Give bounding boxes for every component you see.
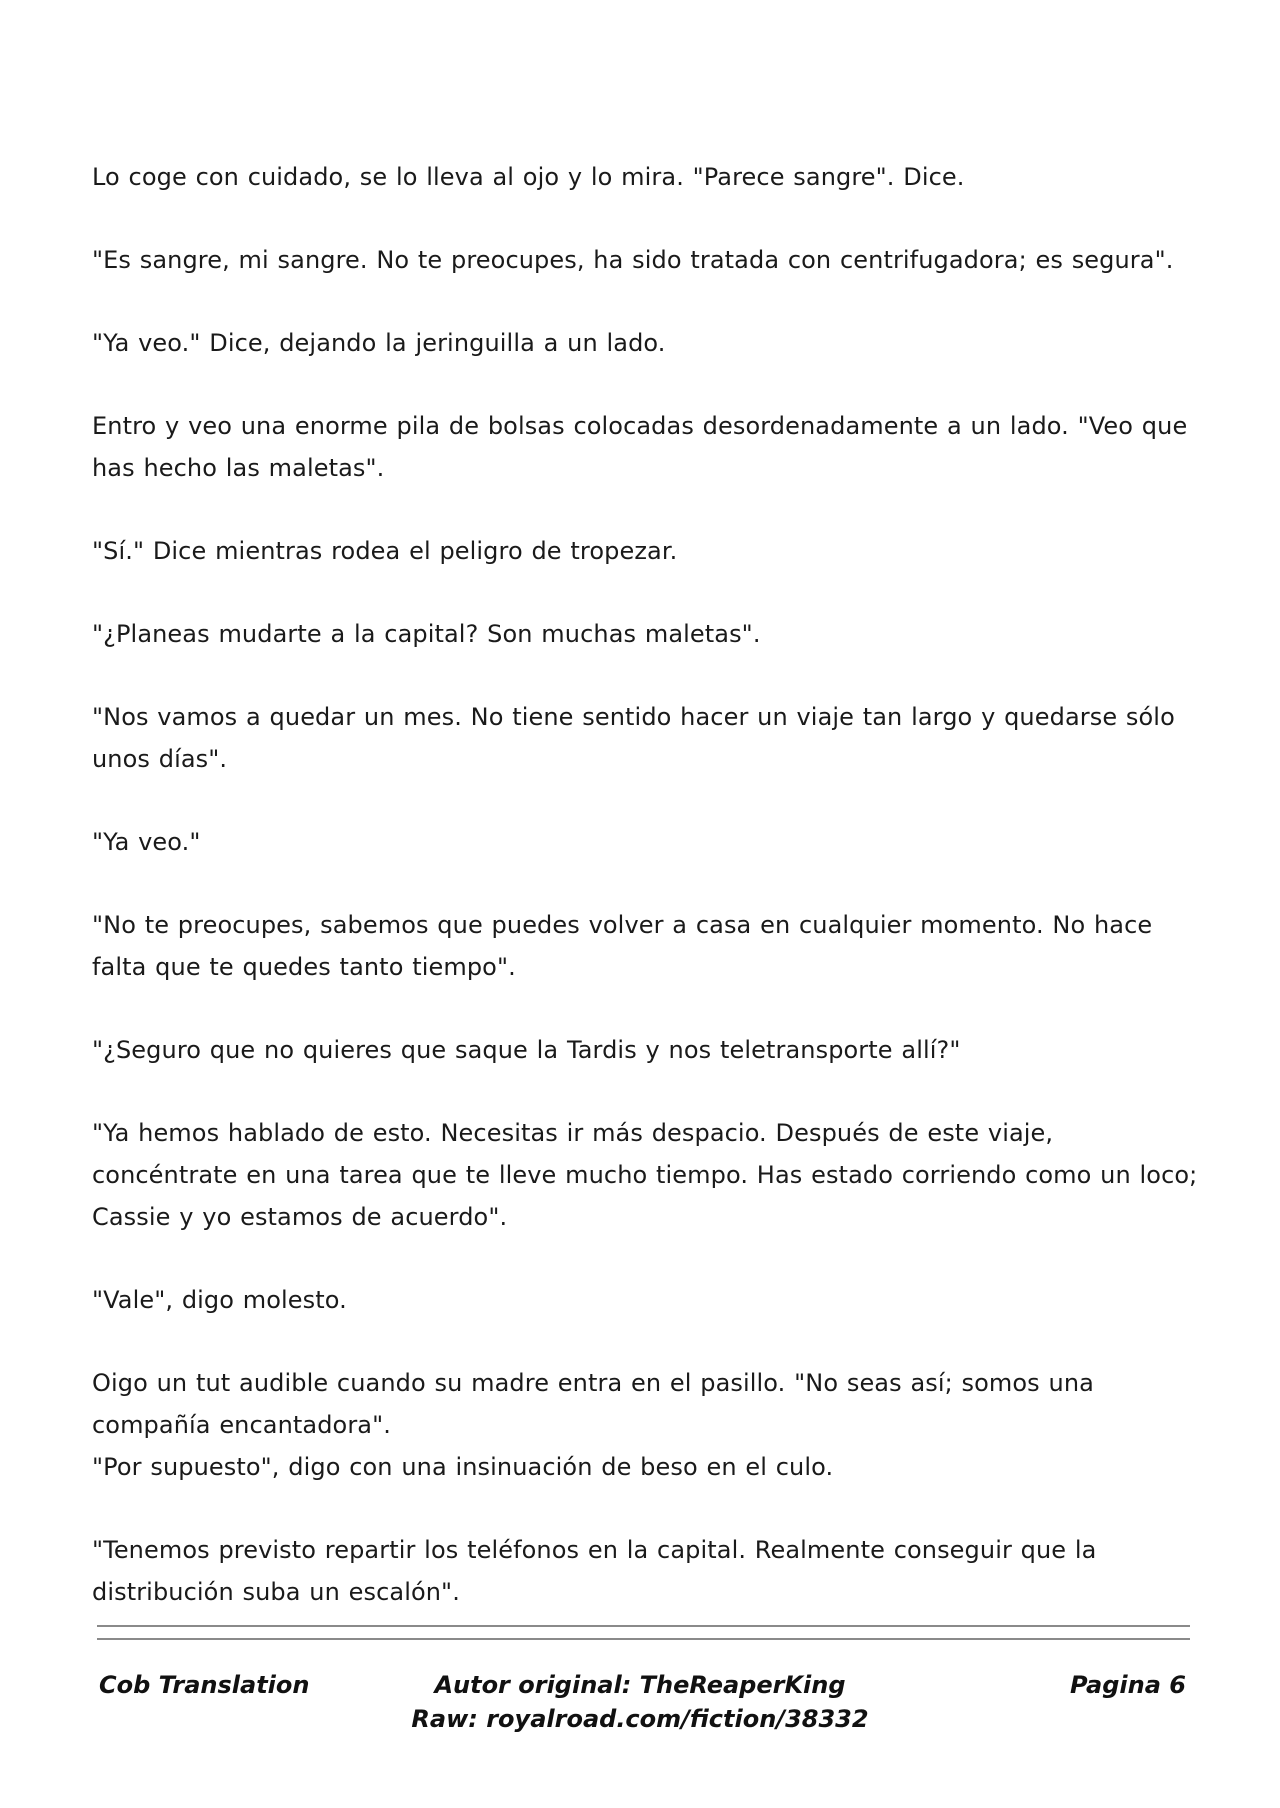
footer-translator: Cob Translation [99,1671,310,1699]
footer-original-author: Autor original: TheReaperKing [434,1671,846,1699]
paragraph-10: "¿Seguro que no quieres que saque la Tardis y nos teletransporte allí?" [92,1036,961,1064]
paragraph-4: Entro y veo una enorme pila de bolsas colocadas desordenadamente a un lado. "Veo que has hecho las maletas". [92,412,1188,482]
page-body [92,156,1202,1654]
paragraph-8: "Ya veo." [92,828,201,856]
paragraph-3: "Ya veo." Dice, dejando la jeringuilla a un lado. [92,329,666,357]
paragraph-2: "Es sangre, mi sangre. No te preocupes, ha sido tratada con centrifugadora; es segura". [92,246,1174,274]
paragraph-5: "Sí." Dice mientras rodea el peligro de tropezar. [92,537,678,565]
paragraph-7: "Nos vamos a quedar un mes. No tiene sentido hacer un viaje tan largo y quedarse sólo unos días". [92,703,1175,773]
footer-divider-bottom [97,1638,1190,1640]
paragraph-15: "Tenemos previsto repartir los teléfonos en la capital. Realmente conseguir que la distribución suba un escalón". [92,1536,1097,1606]
paragraph-9: "No te preocupes, sabemos que puedes volver a casa en cualquier momento. No hace falta que te quedes tanto tiempo". [92,911,1153,981]
paragraph-13: Oigo un tut audible cuando su madre entra en el pasillo. "No seas así; somos una compañía encantadora". [92,1369,1094,1439]
paragraph-6: "¿Planeas mudarte a la capital? Son muchas maletas". [92,620,761,648]
paragraph-14: "Por supuesto", digo con una insinuación de beso en el culo. [92,1453,834,1481]
footer-raw-source: Raw: royalroad.com/fiction/38332 [411,1705,869,1733]
paragraph-1: Lo coge con cuidado, se lo lleva al ojo y lo mira. "Parece sangre". Dice. [92,163,965,191]
paragraph-12: "Vale", digo molesto. [92,1286,347,1314]
footer-page-number: Pagina 6 [1070,1671,1186,1699]
footer-divider-top [97,1625,1190,1627]
paragraph-11: "Ya hemos hablado de esto. Necesitas ir más despacio. Después de este viaje, concéntrate en una tarea que te lleve mucho tiempo. Has estado corriendo como un loco; Cassie y yo estamos de acuerdo". [92,1119,1198,1231]
